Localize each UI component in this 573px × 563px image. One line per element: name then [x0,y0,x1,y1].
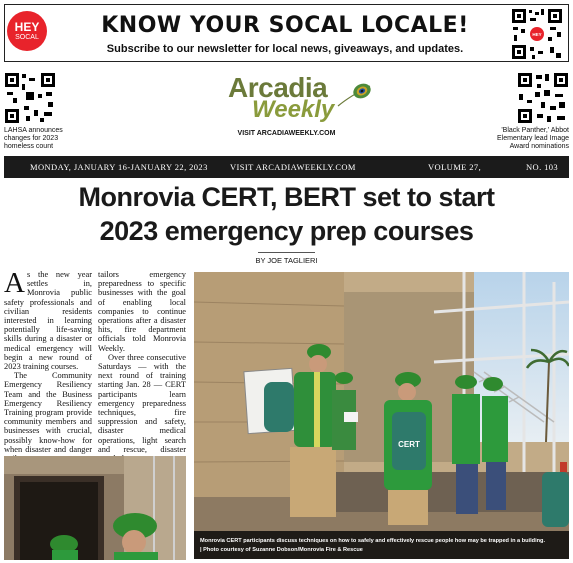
issue-date: MONDAY, JANUARY 16-JANUARY 22, 2023 [30,162,208,172]
photo-caption: Monrovia CERT participants discuss techniques on how to safely and effectively rescue people how may be trapped in a building. | Photo courtesy of Suzanne Dobson/Monrovia Fire & Rescue [194,531,569,559]
right-promo-caption[interactable]: 'Black Panther,' Abbot Elementary lead Image Award nominations [497,127,569,150]
newsletter-banner-ad[interactable] [4,4,569,62]
left-promo-caption[interactable]: LAHSA announces changes for 2023 homeless count [4,127,63,150]
article-column-1: As the new year settles in, Monrovia public safety professionals and civilian residents interested in learning potentially life-saving skills during a disaster or medical emergency will begin a new round of 2023 training courses. The Community Emergency Resiliency Team and the Business Emergency Resiliency Training program provide community members and businesses with crucial, possibly know-how for when disaster and danger [4,267,92,454]
masthead-name-line2: Weekly [252,96,335,123]
masthead-name-line1: Arcadia [228,72,328,103]
main-article-photo[interactable] [194,272,569,559]
drop-cap: A [4,267,25,299]
masthead-url[interactable]: VISIT ARCADIAWEEKLY.COM [237,130,336,137]
banner-subtitle: Subscribe to our newsletter for local news, giveaways, and updates. [106,43,464,55]
article-column-2: tailors emergency preparedness to specific businesses with the goal of enabling local companies to continue operations after a disaster hits, fire department officials told Monrovia Weekly. Over three consecutive Saturdays — with the next round of training starting Jan. 28 — CERT participants learn emergency preparedness techniques, fire suppression and safety, disaster medical operations, light search and rescue, disaster [98,270,186,454]
article-byline: BY JOE TAGLIERI [255,256,318,265]
issue-number: NO. 103 [526,162,559,172]
banner-qr-code[interactable] [510,7,564,61]
datebar-url[interactable]: VISIT ARCADIAWEEKLY.COM [230,162,356,172]
peacock-feather-icon [336,80,372,110]
right-promo-qr-code[interactable] [517,72,569,124]
left-promo-qr-code[interactable] [4,72,56,124]
hey-socal-logo: HEY SOCAL [7,11,47,51]
cert-backpack-label: CERT [398,440,420,449]
headline-divider [258,252,315,253]
photo-credit: | Photo courtesy of Suzanne Dobson/Monrovia Fire & Rescue [200,547,363,553]
issue-volume: VOLUME 27, [428,162,482,172]
article-headline[interactable]: Monrovia CERT, BERT set to start 2023 emergency prep courses [78,182,495,246]
secondary-article-photo[interactable] [4,456,186,560]
issue-date-bar [4,156,569,178]
arcadia-weekly-logo[interactable] [222,72,372,126]
svg-text:HEY: HEY [532,32,542,37]
banner-title: KNOW YOUR SOCAL LOCALE! [101,13,469,38]
